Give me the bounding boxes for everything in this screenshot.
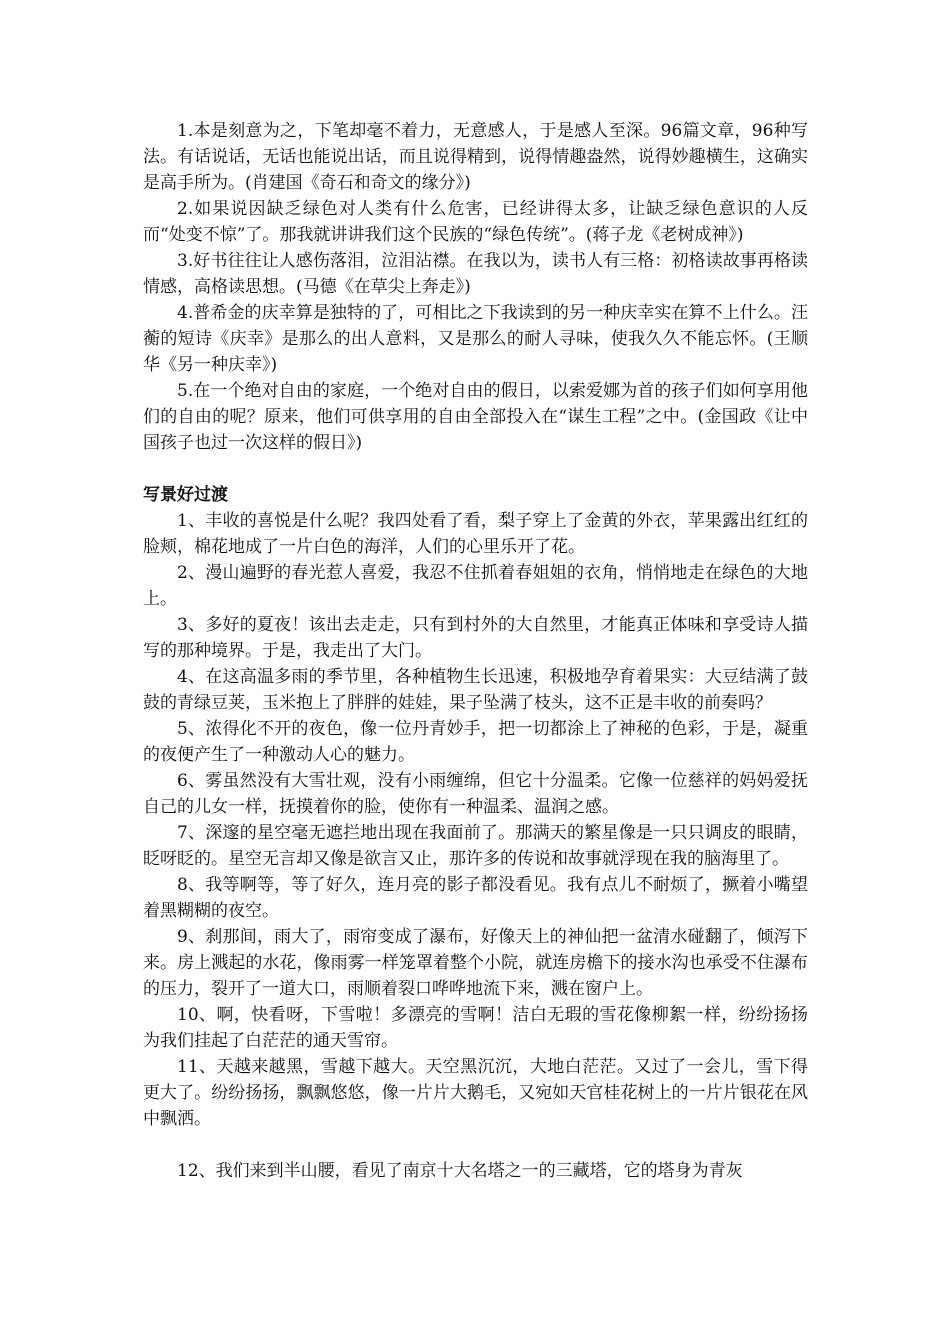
paragraph-gap: [143, 1132, 808, 1158]
quote-paragraph-2: 2.如果说因缺乏绿色对人类有什么危害，已经讲得太多，让缺乏绿色意识的人反而“处变不惊”了。那我就讲讲我们这个民族的“绿色传统”。(蒋子龙《老树成神》): [143, 199, 808, 245]
scenery-paragraph-6: 6、雾虽然没有大雪壮观，没有小雨缠绵，但它十分温柔。它像一位慈祥的妈妈爱抚自己的儿女一样，抚摸着你的脸，使你有一种温柔、温润之感。: [143, 771, 808, 817]
document-page: [143, 118, 808, 1184]
scenery-paragraph-8: 8、我等啊等，等了好久，连月亮的影子都没看见。我有点儿不耐烦了，撅着小嘴望着黑糊糊的夜空。: [143, 875, 808, 921]
quote-paragraph-3: 3.好书往往让人感伤落泪，泣泪沾襟。在我以为，读书人有三格：初格读故事再格读情感，高格读思想。(马德《在草尖上奔走》): [143, 251, 808, 297]
scenery-paragraph-10: 10、啊，快看呀，下雪啦！多漂亮的雪啊！洁白无瑕的雪花像柳絮一样，纷纷扬扬为我们挂起了白茫茫的通天雪帘。: [143, 1005, 808, 1051]
scenery-paragraph-11: 11、天越来越黑，雪越下越大。天空黑沉沉，大地白茫茫。又过了一会儿，雪下得更大了。纷纷扬扬，飘飘悠悠，像一片片大鹅毛，又宛如天官桂花树上的一片片银花在风中飘洒。: [143, 1057, 808, 1129]
scenery-paragraph-1: 1、丰收的喜悦是什么呢？我四处看了看，梨子穿上了金黄的外衣，苹果露出红红的脸颊，棉花地成了一片白色的海洋，人们的心里乐开了花。: [143, 511, 808, 557]
scenery-paragraph-3: 3、多好的夏夜！该出去走走，只有到村外的大自然里，才能真正体味和享受诗人描写的那种境界。于是，我走出了大门。: [143, 615, 808, 661]
quote-paragraph-4: 4.普希金的庆幸算是独特的了，可相比之下我读到的另一种庆幸实在算不上什么。汪蘅的短诗《庆幸》是那么的出人意料，又是那么的耐人寻味，使我久久不能忘怀。(王顺华《另一种庆幸》): [143, 303, 808, 375]
scenery-paragraph-4: 4、在这高温多雨的季节里，各种植物生长迅速，积极地孕育着果实：大豆结满了鼓鼓的青绿豆荚，玉米抱上了胖胖的娃娃，果子坠满了枝头，这不正是丰收的前奏吗？: [143, 667, 808, 713]
quote-paragraph-1: 1.本是刻意为之，下笔却毫不着力，无意感人，于是感人至深。96篇文章，96种写法。有话说话，无话也能说出话，而且说得精到，说得情趣盎然，说得妙趣横生，这确实是高手所为。(肖建国《奇石和奇文的缘分》): [143, 121, 808, 193]
scenery-paragraph-9: 9、刹那间，雨大了，雨帘变成了瀑布，好像天上的神仙把一盆清水碰翻了，倾泻下来。房上溅起的水花，像雨雾一样笼罩着整个小院，就连房檐下的接水沟也承受不住瀑布的压力，裂开了一道大口，雨顺着裂口哗哗地流下来，溅在窗户上。: [143, 927, 808, 999]
scenery-paragraph-5: 5、浓得化不开的夜色，像一位丹青妙手，把一切都涂上了神秘的色彩，于是，凝重的夜便产生了一种激动人心的魅力。: [143, 719, 808, 765]
quote-paragraph-5: 5.在一个绝对自由的家庭，一个绝对自由的假日，以索爱娜为首的孩子们如何享用他们的自由的呢？原来，他们可供享用的自由全部投入在“谋生工程”之中。(金国政《让中国孩子也过一次这样的假日》): [143, 381, 808, 453]
scenery-paragraph-2: 2、漫山遍野的春光惹人喜爱，我忍不住抓着春姐姐的衣角，悄悄地走在绿色的大地上。: [143, 563, 808, 609]
section-heading: 写景好过渡: [143, 485, 228, 505]
scenery-paragraph-7: 7、深邃的星空毫无遮拦地出现在我面前了。那满天的繁星像是一只只调皮的眼睛，眨呀眨的。星空无言却又像是欲言又止，那许多的传说和故事就浮现在我的脑海里了。: [143, 823, 808, 869]
scenery-paragraph-12: 12、我们来到半山腰，看见了南京十大名塔之一的三藏塔，它的塔身为青灰: [177, 1161, 743, 1181]
